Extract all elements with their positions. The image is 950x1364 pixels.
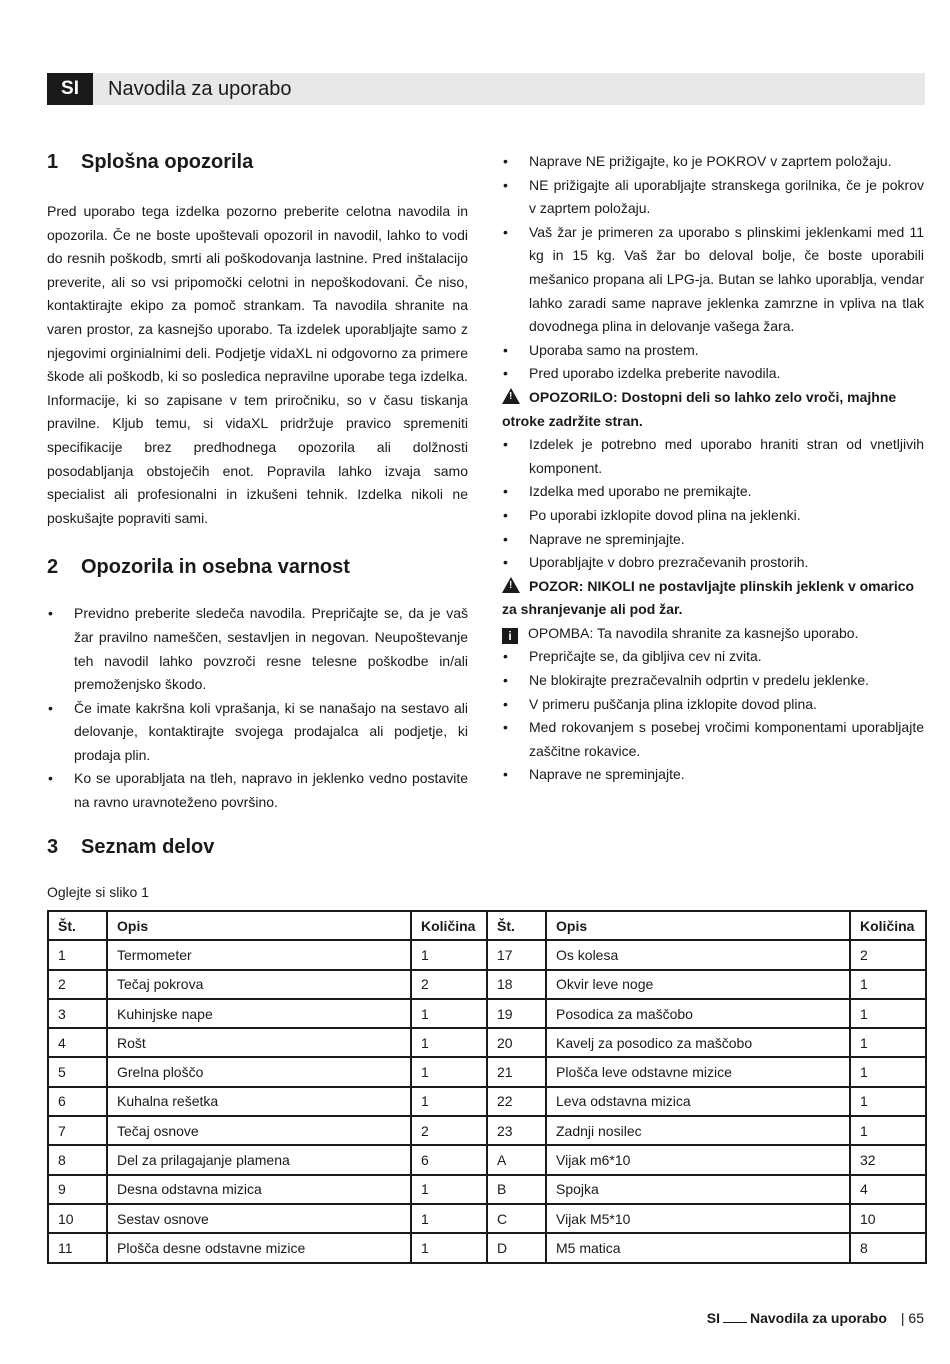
warning-triangle-icon (502, 577, 520, 593)
table-cell: Leva odstavna mizica (546, 1087, 850, 1116)
list-item: • Izdelek je potrebno med uporabo hraniti stran od vnetljivih komponent. (502, 433, 924, 480)
footer-lang: SI (706, 1310, 720, 1326)
footer-separator (723, 1322, 747, 1323)
page-title: Navodila za uporabo (108, 78, 292, 100)
table-cell: 4 (48, 1028, 107, 1057)
table-row (48, 1087, 926, 1116)
list-item: • Prepričajte se, da gibljiva cev ni zvita. (502, 645, 924, 669)
table-cell: 1 (850, 1057, 926, 1086)
safety-bullets-a (502, 150, 924, 386)
table-cell: 1 (48, 940, 107, 969)
table-cell: 1 (850, 999, 926, 1028)
table-row (48, 1233, 926, 1262)
column-header: Opis (546, 911, 850, 940)
table-header-row (48, 911, 926, 940)
table-row (48, 970, 926, 999)
table-row (48, 1028, 926, 1057)
table-cell: 20 (487, 1028, 546, 1057)
list-item: • Ko se uporabljata na tleh, napravo in jeklenko vedno postavite na ravno uravnoteženo površino. (47, 767, 468, 814)
list-item: • Naprave ne spreminjajte. (502, 763, 924, 787)
table-cell: 6 (48, 1087, 107, 1116)
table-cell: Spojka (546, 1175, 850, 1204)
table-cell: 1 (411, 1175, 487, 1204)
table-cell: 1 (411, 1204, 487, 1233)
language-badge: SI (47, 73, 93, 105)
table-cell: 4 (850, 1175, 926, 1204)
table-row (48, 1116, 926, 1145)
table-cell: 9 (48, 1175, 107, 1204)
column-header: Količina (411, 911, 487, 940)
table-cell: D (487, 1233, 546, 1262)
list-item: • Uporaba samo na prostem. (502, 339, 924, 363)
table-cell: Del za prilagajanje plamena (107, 1145, 411, 1174)
table-cell: Okvir leve noge (546, 970, 850, 999)
column-header: Št. (487, 911, 546, 940)
footer-title: Navodila za uporabo (749, 1310, 887, 1326)
table-row (48, 940, 926, 969)
list-item: • Pred uporabo izdelka preberite navodila. (502, 362, 924, 386)
column-header: Opis (107, 911, 411, 940)
note-block (502, 622, 924, 646)
parts-table-body (48, 940, 926, 1262)
table-cell: Posodica za maščobo (546, 999, 850, 1028)
caution-block (502, 575, 924, 622)
table-cell: Zadnji nosilec (546, 1116, 850, 1145)
table-row (48, 999, 926, 1028)
table-cell: 1 (411, 999, 487, 1028)
table-cell: 1 (411, 1087, 487, 1116)
table-cell: 1 (850, 970, 926, 999)
table-cell: 3 (48, 999, 107, 1028)
safety-bullets-b (502, 433, 924, 575)
table-cell: Kuhalna rešetka (107, 1087, 411, 1116)
safety-bullets-c (502, 645, 924, 787)
table-cell: 17 (487, 940, 546, 969)
table-cell: 32 (850, 1145, 926, 1174)
section-2-heading (47, 550, 468, 584)
table-cell: 5 (48, 1057, 107, 1086)
table-cell: Tečaj osnove (107, 1116, 411, 1145)
section-number: 3 (47, 836, 59, 858)
list-item: • Če imate kakršna koli vprašanja, ki se nanašajo na sestavo ali delovanje, kontaktirajte svojega prodajalca ali podjetje, ki prodaja plin. (47, 697, 468, 768)
section-3-heading-wrap (47, 830, 447, 864)
table-row (48, 1057, 926, 1086)
warning-block (502, 386, 924, 433)
figure-reference: Oglejte si sliko 1 (47, 884, 149, 900)
table-cell: 1 (411, 1057, 487, 1086)
list-item: • Naprave NE prižigajte, ko je POKROV v zaprtem položaju. (502, 150, 924, 174)
table-row (48, 1175, 926, 1204)
table-cell: 2 (411, 1116, 487, 1145)
page-number: | 65 (900, 1310, 924, 1326)
table-cell: Rošt (107, 1028, 411, 1057)
table-cell: 1 (411, 1028, 487, 1057)
table-cell: M5 matica (546, 1233, 850, 1262)
list-item: • NE prižigajte ali uporabljajte stranskega gorilnika, če je pokrov v zaprtem položaju. (502, 174, 924, 221)
table-cell: Tečaj pokrova (107, 970, 411, 999)
table-cell: 1 (411, 1233, 487, 1262)
table-cell: Kuhinjske nape (107, 999, 411, 1028)
table-cell: Grelna ploščo (107, 1057, 411, 1086)
section-number: 1 (47, 151, 59, 173)
table-cell: Vijak m6*10 (546, 1145, 850, 1174)
section-title: Opozorila in osebna varnost (81, 556, 350, 579)
table-cell: 1 (850, 1116, 926, 1145)
section-2-bullets (47, 602, 468, 814)
section-number: 2 (47, 556, 59, 579)
table-cell: 6 (411, 1145, 487, 1174)
table-cell: 2 (411, 970, 487, 999)
list-item: • Izdelka med uporabo ne premikajte. (502, 480, 924, 504)
page-footer (707, 1310, 924, 1326)
table-cell: 11 (48, 1233, 107, 1262)
section-title: Seznam delov (81, 836, 215, 858)
table-cell: Plošča leve odstavne mizice (546, 1057, 850, 1086)
table-cell: Kavelj za posodico za maščobo (546, 1028, 850, 1057)
info-icon: i (502, 628, 518, 644)
table-cell: 1 (850, 1028, 926, 1057)
column-header: Količina (850, 911, 926, 940)
warning-triangle-icon (502, 388, 520, 404)
section-title: Splošna opozorila (81, 151, 254, 173)
list-item: • Med rokovanjem s posebej vročimi komponentami uporabljajte zaščitne rokavice. (502, 716, 924, 763)
table-cell: Sestav osnove (107, 1204, 411, 1233)
page-number-value: 65 (908, 1310, 924, 1326)
list-item: • Vaš žar je primeren za uporabo s plinskimi jeklenkami med 11 kg in 15 kg. Vaš žar bo deloval bolje, če boste uporabili mešanico propana ali LPG-ja. Butan se lahko uporablja, vendar lahko zaradi same naprave jeklenka zamrzne in vpliva na tlak dovodnega plina in delovanje vašega žara. (502, 221, 924, 339)
table-cell: 10 (850, 1204, 926, 1233)
parts-table (47, 910, 927, 1264)
table-cell: 10 (48, 1204, 107, 1233)
table-cell: Vijak M5*10 (546, 1204, 850, 1233)
table-cell: Plošča desne odstavne mizice (107, 1233, 411, 1262)
table-cell: 1 (411, 940, 487, 969)
table-cell: Termometer (107, 940, 411, 969)
note-text: OPOMBA: Ta navodila shranite za kasnejšo uporabo. (528, 624, 859, 641)
list-item: • Po uporabi izklopite dovod plina na jeklenki. (502, 504, 924, 528)
table-row (48, 1145, 926, 1174)
list-item: • Previdno preberite sledeča navodila. Prepričajte se, da je vaš žar pravilno nameščen, sestavljen in negovan. Neupoštevanje teh navodil lahko povzroči resne telesne poškodbe in/ali premoženjsko škodo. (47, 602, 468, 696)
table-cell: 8 (850, 1233, 926, 1262)
table-cell: Os kolesa (546, 940, 850, 969)
table-cell: B (487, 1175, 546, 1204)
table-cell: 2 (850, 940, 926, 969)
table-cell: C (487, 1204, 546, 1233)
right-column (502, 150, 924, 787)
column-header: Št. (48, 911, 107, 940)
table-cell: 7 (48, 1116, 107, 1145)
list-item: • V primeru puščanja plina izklopite dovod plina. (502, 693, 924, 717)
section-3-heading (47, 830, 447, 864)
list-item: • Ne blokirajte prezračevalnih odprtin v predelu jeklenke. (502, 669, 924, 693)
table-cell: Desna odstavna mizica (107, 1175, 411, 1204)
left-column (47, 145, 468, 815)
table-cell: 18 (487, 970, 546, 999)
section-1-heading (47, 145, 468, 179)
table-cell: 8 (48, 1145, 107, 1174)
list-item: • Uporabljajte v dobro prezračevanih prostorih. (502, 551, 924, 575)
table-cell: 2 (48, 970, 107, 999)
warning-text: OPOZORILO: Dostopni deli so lahko zelo vroči, majhne otroke zadržite stran. (502, 388, 897, 429)
table-cell: A (487, 1145, 546, 1174)
table-row (48, 1204, 926, 1233)
table-cell: 23 (487, 1116, 546, 1145)
table-cell: 21 (487, 1057, 546, 1086)
table-cell: 22 (487, 1087, 546, 1116)
section-1-paragraph: Pred uporabo tega izdelka pozorno preberite celotna navodila in opozorila. Če ne boste upoštevali opozoril in navodil, lahko to vodi do resnih poškodb, smrti ali poškodovanja lastnine. Pred inštalacijo preverite, ali so vsi pripomočki celotni in nepoškodovani. Če niso, kontaktirajte ekipo za pomoč strankam. Ta navodila shranite na varen prostor, za kasnejšo uporabo. Ta izdelek uporabljajte samo z njegovimi orginialnimi deli. Podjetje vidaXL ni odgovorno za primere škode ali poškodb, ki so posledica nepravilne uporabe tega izdelka. Informacije, ki so zapisane v tem priročniku, so v času tiskanja pravilne. Kljub temu, si vidaXL pridržuje pravico spremeniti specifikacije brez predhodnega opozorila ali dolžnosti posodabljanja obstoječih enot. Popravila lahko izvaja samo specialist ali profesionalni in izkušeni tehnik. Izdelka nikoli ne poskušajte popraviti sami. (47, 203, 468, 526)
table-cell: 1 (850, 1087, 926, 1116)
list-item: • Naprave ne spreminjajte. (502, 528, 924, 552)
caution-text: POZOR: NIKOLI ne postavljajte plinskih jeklenk v omarico za shranjevanje ali pod žar. (502, 577, 915, 618)
table-cell: 19 (487, 999, 546, 1028)
